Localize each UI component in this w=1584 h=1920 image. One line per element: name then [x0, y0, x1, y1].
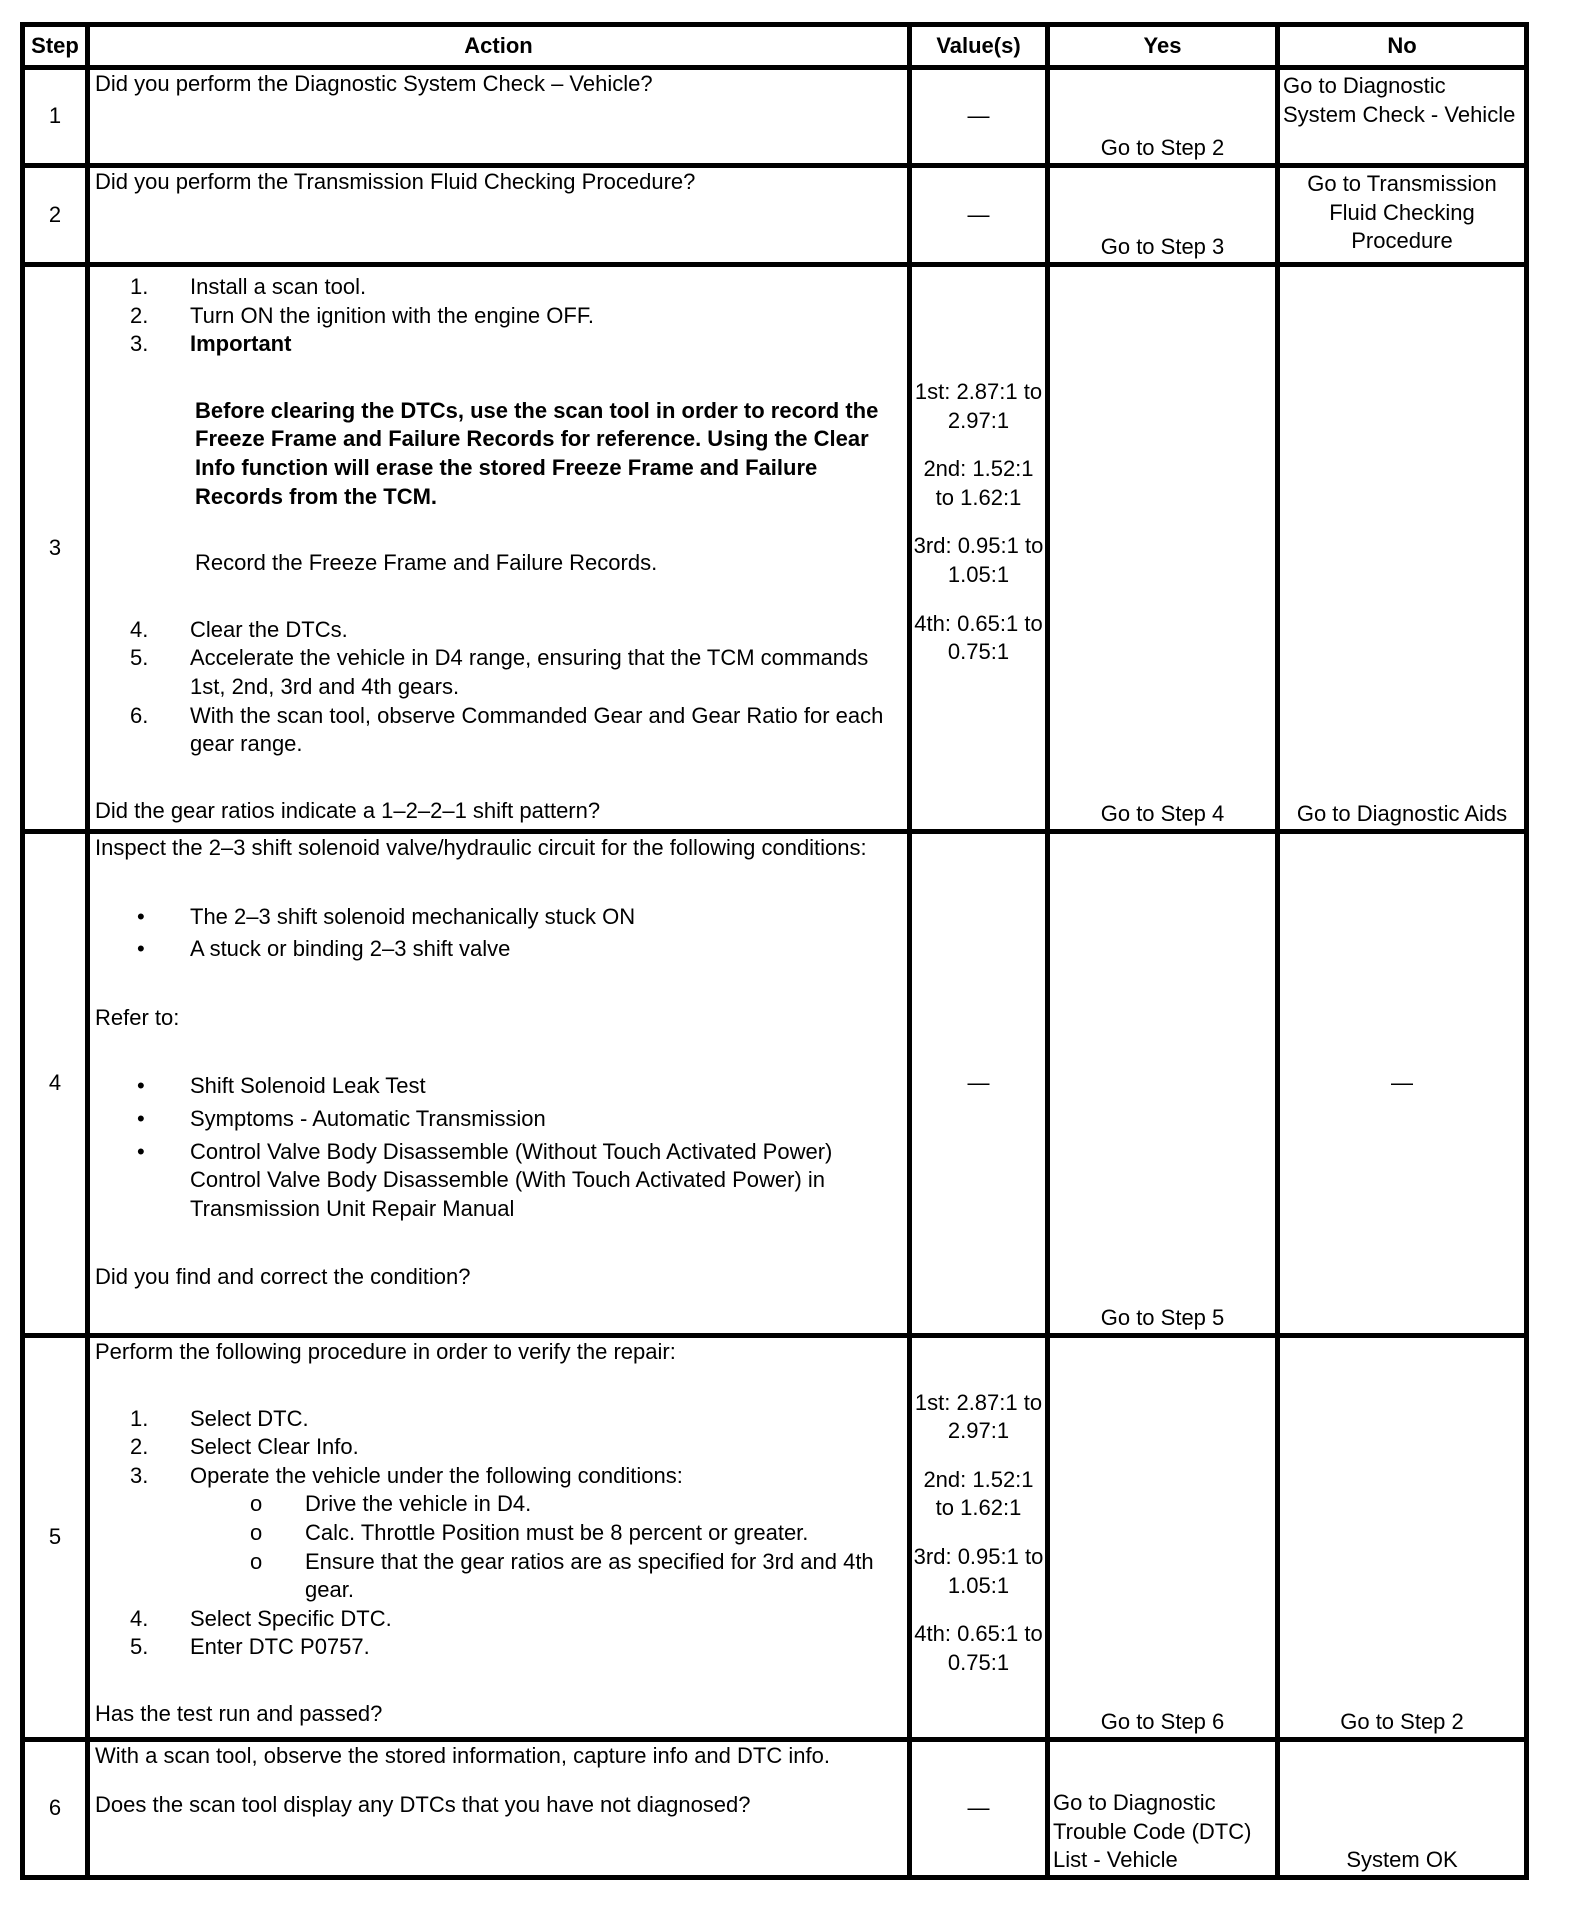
table-row [23, 832, 1527, 1336]
list-item: 5. Enter DTC P0757. [95, 1633, 902, 1662]
intro-text: Perform the following procedure in order to verify the repair: [95, 1339, 676, 1364]
action-cell [88, 832, 910, 1336]
intro-text: With a scan tool, observe the stored information, capture info and DTC info. [95, 1743, 830, 1768]
sub-item-text: Drive the vehicle in D4. [305, 1491, 532, 1517]
yes-link[interactable]: Go to Step 5 [1048, 832, 1278, 1336]
value-cell: — [910, 166, 1048, 265]
step-number: 2 [23, 166, 88, 265]
table-row [23, 68, 1527, 166]
value-cell: — [910, 1740, 1048, 1878]
steps-list [95, 273, 902, 359]
sub-item: o Drive the vehicle in D4. [95, 1490, 902, 1519]
gear-ratio: 4th: 0.65:1 to 0.75:1 [914, 610, 1043, 665]
list-item: • Symptoms - Automatic Transmission [95, 1105, 902, 1134]
step-number: 4 [23, 832, 88, 1336]
yes-link[interactable]: Go to Step 4 [1048, 265, 1278, 832]
action-text: Did you perform the Diagnostic System Check – Vehicle? [88, 68, 910, 166]
list-item-text: Enter DTC P0757. [190, 1634, 370, 1660]
link-text[interactable]: Shift Solenoid Leak Test [190, 1073, 426, 1099]
no-link[interactable]: Go to Transmission Fluid Checking Procedure [1278, 166, 1527, 265]
no-link[interactable]: Go to Diagnostic Aids [1278, 265, 1527, 832]
list-item-text: Select Specific DTC. [190, 1605, 392, 1631]
steps-list [95, 1605, 902, 1662]
question-text: Does the scan tool display any DTCs that you have not diagnosed? [95, 1791, 751, 1817]
gear-ratio: 1st: 2.87:1 to 2.97:1 [914, 379, 1043, 433]
action-text: Did you perform the Transmission Fluid Checking Procedure? [88, 166, 910, 265]
list-item: 5. Accelerate the vehicle in D4 range, ensuring that the TCM commands 1st, 2nd, 3rd and 4th gears. [95, 644, 902, 701]
header-yes: Yes [1048, 25, 1278, 68]
steps-list [95, 1405, 902, 1491]
header-row [23, 25, 1527, 68]
gear-ratio: 2nd: 1.52:1 to 1.62:1 [923, 1466, 1034, 1521]
no-cell: — [1278, 832, 1527, 1336]
list-item-text: Install a scan tool. [190, 274, 367, 299]
list-item: • The 2–3 shift solenoid mechanically stuck ON [95, 903, 902, 932]
gear-ratio: 4th: 0.65:1 to 0.75:1 [914, 1621, 1043, 1675]
step-number: 1 [23, 68, 88, 166]
diagnostic-table [20, 22, 1529, 1880]
question-text: Has the test run and passed? [95, 1700, 383, 1726]
no-link[interactable]: Go to Diagnostic System Check - Vehicle [1278, 68, 1527, 166]
step-number: 6 [23, 1740, 88, 1878]
link-text[interactable]: Symptoms - Automatic Transmission [190, 1105, 546, 1131]
important-label: Important [190, 331, 292, 357]
list-item-text: With the scan tool, observe Commanded Gear and Gear Ratio for each gear range. [190, 702, 884, 757]
yes-link[interactable]: Go to Step 3 [1048, 166, 1278, 265]
list-item-text: The 2–3 shift solenoid mechanically stuck ON [190, 903, 636, 929]
list-item: 3. Operate the vehicle under the following conditions: [95, 1462, 902, 1491]
list-item-text: Clear the DTCs. [190, 616, 348, 642]
value-cell: — [910, 832, 1048, 1336]
list-item-text: Select DTC. [190, 1405, 309, 1431]
step-number: 3 [23, 265, 88, 832]
step-number: 5 [23, 1336, 88, 1740]
action-cell [88, 265, 910, 832]
refer-text: Refer to: [95, 1004, 180, 1030]
list-item: • Control Valve Body Disassemble (Without Touch Activated Power) Control Valve Body Disassemble (With Touch Activated Power) in Transmission Unit Repair Manual [95, 1138, 902, 1224]
list-item-text: Select Clear Info. [190, 1434, 359, 1460]
record-text: Record the Freeze Frame and Failure Records. [195, 550, 658, 576]
question-text: Did the gear ratios indicate a 1–2–2–1 shift pattern? [95, 797, 601, 823]
yes-link[interactable]: Go to Diagnostic Trouble Code (DTC) List - Vehicle [1048, 1740, 1278, 1878]
no-text: System OK [1278, 1740, 1527, 1878]
values-cell [910, 265, 1048, 832]
list-item-text: Turn ON the ignition with the engine OFF. [190, 302, 594, 328]
gear-ratio: 3rd: 0.95:1 to 1.05:1 [913, 533, 1044, 587]
values-cell [910, 1336, 1048, 1740]
list-item: • Shift Solenoid Leak Test [95, 1072, 902, 1101]
sub-item: o Calc. Throttle Position must be 8 percent or greater. [95, 1519, 902, 1548]
list-item: 3. Important [95, 330, 902, 359]
sub-item: o Ensure that the gear ratios are as specified for 3rd and 4th gear. [95, 1548, 902, 1605]
header-values: Value(s) [910, 25, 1048, 68]
list-item: 4. Select Specific DTC. [95, 1605, 902, 1634]
list-item: 6. With the scan tool, observe Commanded Gear and Gear Ratio for each gear range. [95, 702, 902, 759]
sub-item-text: Calc. Throttle Position must be 8 percent or greater. [305, 1519, 809, 1545]
table-row [23, 1740, 1527, 1878]
list-item-text: Accelerate the vehicle in D4 range, ensuring that the TCM commands 1st, 2nd, 3rd and 4th gears. [190, 645, 869, 699]
list-item-text: Operate the vehicle under the following conditions: [190, 1462, 683, 1488]
table-row [23, 1336, 1527, 1740]
sub-item-text: Ensure that the gear ratios are as specified for 3rd and 4th gear. [305, 1548, 874, 1603]
yes-link[interactable]: Go to Step 6 [1048, 1336, 1278, 1740]
steps-list [95, 616, 902, 759]
table-row [23, 265, 1527, 832]
list-item: • A stuck or binding 2–3 shift valve [95, 935, 902, 964]
list-item: 1. Select DTC. [95, 1405, 902, 1434]
gear-ratio: 1st: 2.87:1 to 2.97:1 [914, 1389, 1043, 1444]
no-link[interactable]: Go to Step 2 [1278, 1336, 1527, 1740]
list-item: 1. Install a scan tool. [95, 273, 902, 302]
header-step: Step [23, 25, 88, 68]
header-action: Action [88, 25, 910, 68]
list-item: 2. Select Clear Info. [95, 1433, 902, 1462]
action-cell [88, 1336, 910, 1740]
yes-link[interactable]: Go to Step 2 [1048, 68, 1278, 166]
gear-ratio: 2nd: 1.52:1 to 1.62:1 [923, 456, 1034, 510]
gear-ratio: 3rd: 0.95:1 to 1.05:1 [913, 1544, 1044, 1598]
question-text: Did you find and correct the condition? [95, 1264, 471, 1290]
intro-text: Inspect the 2–3 shift solenoid valve/hydraulic circuit for the following conditions: [95, 835, 867, 860]
list-item: 4. Clear the DTCs. [95, 616, 902, 645]
list-item: 2. Turn ON the ignition with the engine OFF. [95, 302, 902, 331]
list-item-text: A stuck or binding 2–3 shift valve [190, 936, 511, 962]
important-note: Before clearing the DTCs, use the scan tool in order to record the Freeze Frame and Failure Records for reference. Using the Clear Info function will erase the stored Freeze Frame and Failure Records from the TCM. [195, 397, 879, 509]
table-row [23, 166, 1527, 265]
header-no: No [1278, 25, 1527, 68]
action-cell [88, 1740, 910, 1878]
link-text[interactable]: Control Valve Body Disassemble (Without Touch Activated Power) Control Valve Body Disassemble (With Touch Activated Power) in Transmission Unit Repair Manual [190, 1138, 833, 1221]
value-cell: — [910, 68, 1048, 166]
